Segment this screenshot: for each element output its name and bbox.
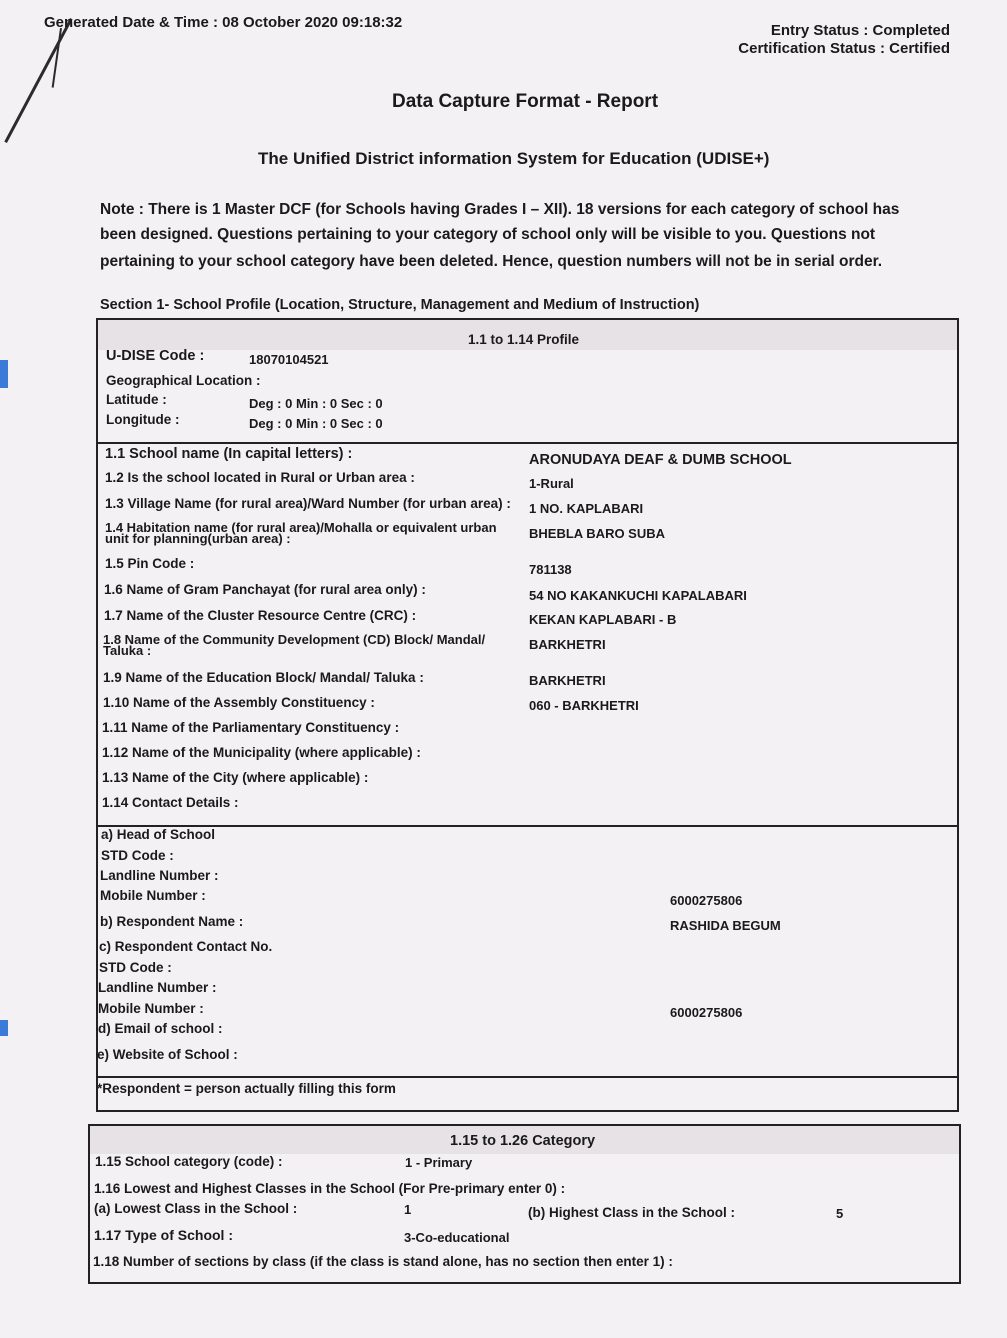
divider (98, 825, 957, 827)
pen-mark (4, 18, 72, 143)
row-1-15-label: 1.15 School category (code) : (95, 1154, 283, 1169)
row-1-14-label: 1.14 Contact Details : (102, 795, 239, 810)
row-1-12-label: 1.12 Name of the Municipality (where applicable) : (102, 745, 421, 760)
latitude-value: Deg : 0 Min : 0 Sec : 0 (249, 396, 383, 411)
pen-mark (52, 28, 62, 88)
contact-mobile-value: 6000275806 (670, 893, 743, 908)
lowest-class-label: (a) Lowest Class in the School : (94, 1201, 298, 1216)
row-1-17-value: 3-Co-educational (404, 1230, 510, 1245)
contact-mobile-label: Mobile Number : (100, 888, 206, 903)
respondent-name-value: RASHIDA BEGUM (670, 918, 781, 933)
row-1-2-value: 1-Rural (529, 476, 574, 491)
row-1-4-value: BHEBLA BARO SUBA (529, 526, 666, 541)
entry-status: Entry Status : Completed (770, 22, 950, 39)
note-line-3: pertaining to your school category have been deleted. Hence, question numbers will not be in serial order. (100, 253, 883, 270)
udise-value: 18070104521 (249, 352, 329, 367)
binder-mark (0, 360, 8, 388)
respondent-landline-label: Landline Number : (98, 980, 217, 995)
row-1-7-value: KEKAN KAPLABARI - B (529, 612, 677, 627)
respondent-mobile-label: Mobile Number : (98, 1001, 204, 1016)
page-title: Data Capture Format - Report (392, 91, 659, 112)
row-1-5-label: 1.5 Pin Code : (105, 556, 195, 571)
website-label: e) Website of School : (97, 1047, 238, 1062)
row-1-7-label: 1.7 Name of the Cluster Resource Centre (CRC) : (104, 608, 417, 623)
note-line-2: been designed. Questions pertaining to your category of school only will be visible to you. Questions not (100, 226, 876, 243)
divider (98, 442, 957, 444)
row-1-8-value: BARKHETRI (529, 637, 606, 652)
row-1-6-value: 54 NO KAKANKUCHI KAPALABARI (529, 588, 747, 603)
respondent-mobile-value: 6000275806 (670, 1005, 743, 1020)
longitude-label: Longitude : (106, 412, 180, 427)
certification-status: Certification Status : Certified (738, 40, 950, 57)
section-heading: Section 1- School Profile (Location, Structure, Management and Medium of Instruction) (100, 297, 700, 313)
email-label: d) Email of school : (98, 1021, 223, 1036)
row-1-8-label: 1.8 Name of the Community Development (CD) Block/ Mandal/ Taluka : (103, 632, 486, 658)
profile-box (96, 318, 959, 1112)
row-1-4-label: 1.4 Habitation name (for rural area)/Mohalla or equivalent urban unit for planning(urban area) : (105, 520, 497, 546)
category-title: 1.15 to 1.26 Category (450, 1133, 596, 1149)
row-1-11-label: 1.11 Name of the Parliamentary Constituency : (102, 720, 400, 735)
respondent-footnote: *Respondent = person actually filling this form (97, 1081, 396, 1096)
page-subtitle: The Unified District information System for Education (UDISE+) (258, 149, 770, 168)
binder-mark (0, 1020, 8, 1036)
row-1-15-value: 1 - Primary (405, 1155, 473, 1170)
row-1-18-label: 1.18 Number of sections by class (if the class is stand alone, has no section then enter 1) : (93, 1254, 673, 1269)
row-1-1-label: 1.1 School name (In capital letters) : (105, 446, 353, 462)
row-1-6-label: 1.6 Name of Gram Panchayat (for rural area only) : (104, 582, 426, 597)
respondent-contact-label: c) Respondent Contact No. (99, 939, 273, 954)
contact-head-label: a) Head of School (101, 827, 216, 842)
row-1-1-value: ARONUDAYA DEAF & DUMB SCHOOL (529, 452, 792, 468)
row-1-9-value: BARKHETRI (529, 673, 606, 688)
row-1-16-label: 1.16 Lowest and Highest Classes in the School (For Pre-primary enter 0) : (94, 1181, 566, 1196)
row-1-13-label: 1.13 Name of the City (where applicable) : (102, 770, 369, 785)
divider (98, 1076, 957, 1078)
highest-class-label: (b) Highest Class in the School : (528, 1205, 736, 1220)
row-1-5-value: 781138 (529, 562, 572, 577)
row-1-10-label: 1.10 Name of the Assembly Constituency : (103, 695, 375, 710)
longitude-value: Deg : 0 Min : 0 Sec : 0 (249, 416, 383, 431)
note-line-1: Note : There is 1 Master DCF (for Schools having Grades I – XII). 18 versions for each category of school has (100, 201, 900, 218)
profile-title: 1.1 to 1.14 Profile (468, 332, 580, 347)
lowest-class-value: 1 (404, 1202, 412, 1217)
respondent-name-label: b) Respondent Name : (100, 914, 244, 929)
latitude-label: Latitude : (106, 392, 167, 407)
geo-label: Geographical Location : (106, 373, 261, 388)
respondent-std-label: STD Code : (99, 960, 172, 975)
generated-datetime: Generated Date & Time : 08 October 2020 09:18:32 (44, 14, 403, 31)
highest-class-value: 5 (836, 1206, 844, 1221)
row-1-10-value: 060 - BARKHETRI (529, 698, 639, 713)
row-1-3-label: 1.3 Village Name (for rural area)/Ward Number (for urban area) : (105, 496, 511, 511)
contact-std-label: STD Code : (101, 848, 174, 863)
row-1-3-value: 1 NO. KAPLABARI (529, 501, 644, 516)
udise-label: U-DISE Code : (106, 348, 205, 364)
row-1-2-label: 1.2 Is the school located in Rural or Urban area : (105, 470, 415, 485)
row-1-17-label: 1.17 Type of School : (94, 1227, 233, 1243)
contact-landline-label: Landline Number : (100, 868, 219, 883)
row-1-9-label: 1.9 Name of the Education Block/ Mandal/ Taluka : (103, 670, 424, 685)
